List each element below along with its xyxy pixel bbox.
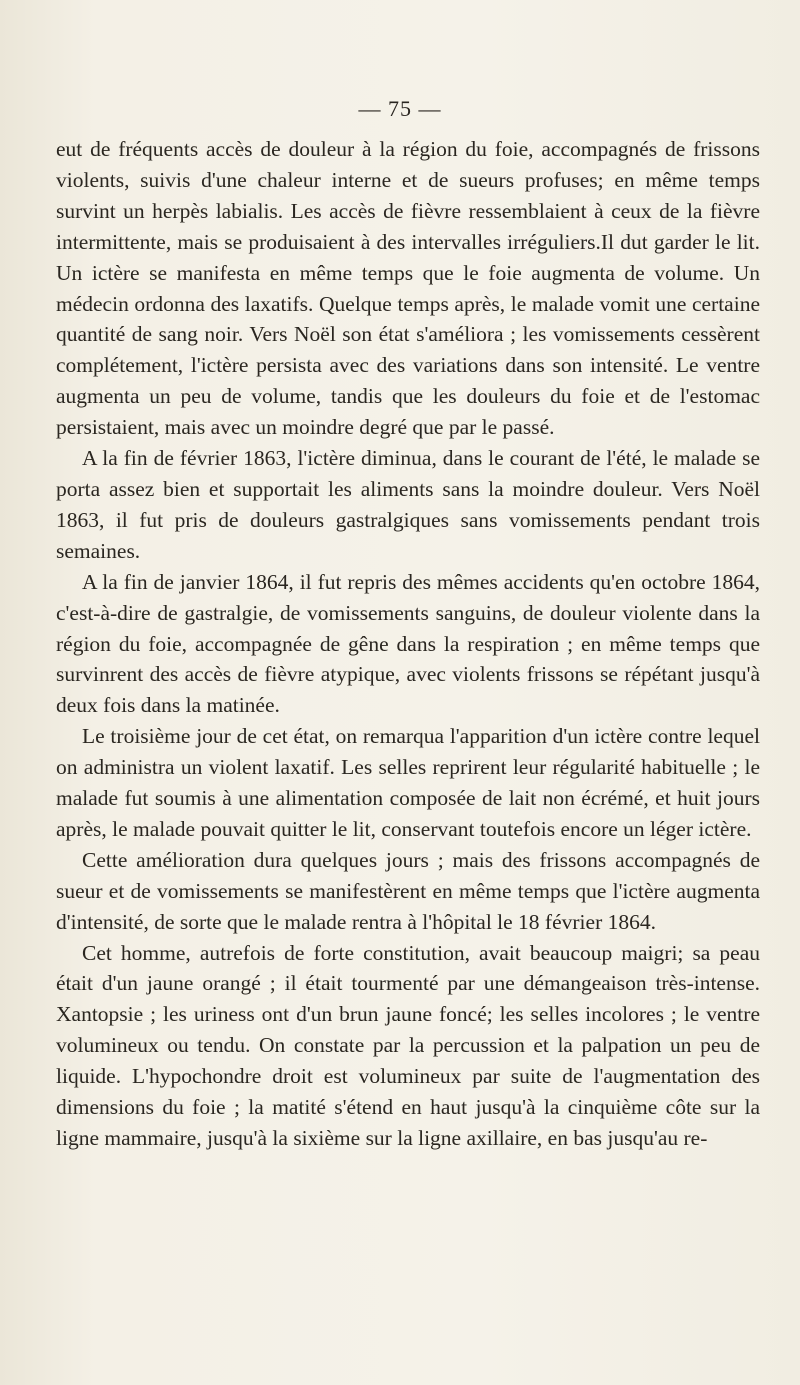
paragraph-3: A la fin de janvier 1864, il fut repris des mêmes accidents qu'en octobre 1864, c'est-à-dire de gastralgie, de vomissements sanguins, de douleur violente dans la région du foie, accompagnée de gêne dans la respiration ; en même temps que survinrent des accès de fièvre atypique, avec violents frissons se répétant jusqu'à deux fois dans la matinée. [56, 569, 760, 718]
body-text [56, 134, 760, 1154]
paragraph-5: Cette amélioration dura quelques jours ; mais des frissons accompagnés de sueur et de vomissements se manifestèrent en même temps que l'ictère augmenta d'intensité, de sorte que le malade rentra à l'hôpital le 18 février 1864. [56, 847, 760, 934]
paragraph-1: eut de fréquents accès de douleur à la région du foie, accompagnés de frissons violents, suivis d'une chaleur interne et de sueurs profuses; en même temps survint un herpès labialis. Les accès de fièvre ressemblaient à ceux de la fièvre intermittente, mais se produisaient à des intervalles irréguliers.Il dut garder le lit. Un ictère se manifesta en même temps que le foie augmenta de volume. Un médecin ordonna des laxatifs. Quelque temps après, le malade vomit une certaine quantité de sang noir. Vers Noël son état s'améliora ; les vomissements cessèrent complétement, l'ictère persista avec des variations dans son intensité. Le ventre augmenta un peu de volume, tandis que les douleurs du foie et de l'estomac persistaient, mais avec un moindre degré que par le passé. [56, 137, 760, 440]
paragraph-4: Le troisième jour de cet état, on remarqua l'apparition d'un ictère contre lequel on administra un violent laxatif. Les selles reprirent leur régularité habituelle ; le malade fut soumis à une alimentation composée de lait non écrémé, et huit jours après, le malade pouvait quitter le lit, conservant toutefois encore un léger ictère. [56, 724, 760, 841]
page-number: — 75 — [358, 96, 442, 121]
paragraph-6: Cet homme, autrefois de forte constitution, avait beaucoup maigri; sa peau était d'un jaune orangé ; il était tourmenté par une démangeaison très-intense. Xantopsie ; les uriness ont d'un brun jaune foncé; les selles incolores ; le ventre volumineux ou tendu. On constate par la percussion et la palpation un peu de liquide. L'hypochondre droit est volumineux par suite de l'augmentation des dimensions du foie ; la matité s'étend en haut jusqu'à la cinquième côte sur la ligne mammaire, jusqu'à la sixième sur la ligne axillaire, en bas jusqu'au re- [56, 940, 760, 1150]
paragraph-2: A la fin de février 1863, l'ictère diminua, dans le courant de l'été, le malade se porta assez bien et supportait les aliments sans la moindre douleur. Vers Noël 1863, il fut pris de douleurs gastralgiques sans vomissements pendant trois semaines. [56, 446, 760, 563]
